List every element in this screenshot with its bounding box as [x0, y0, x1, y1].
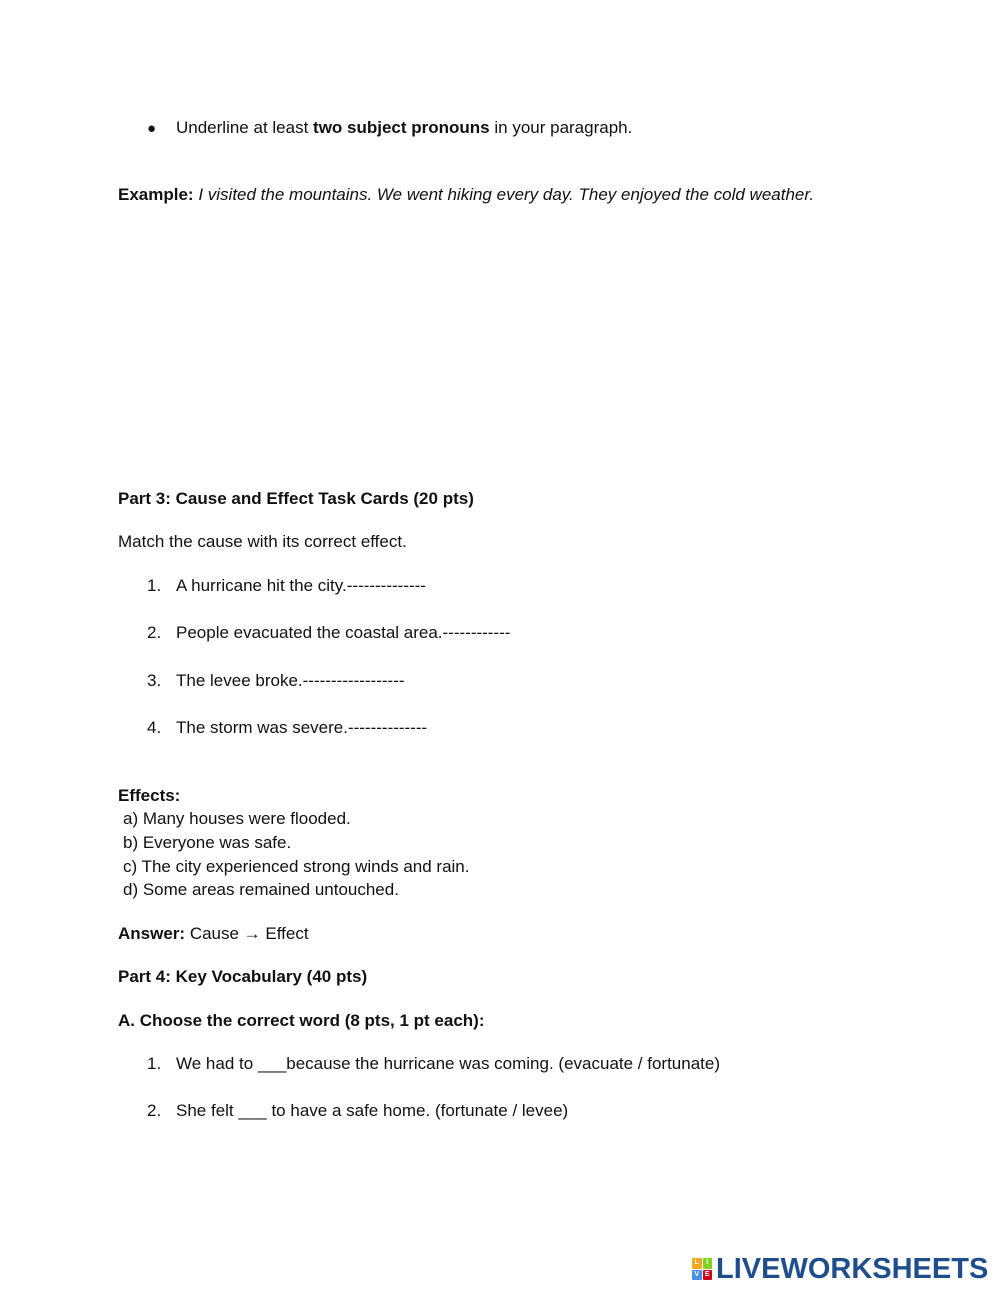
part3-title: Part 3: Cause and Effect Task Cards (20 pts) — [118, 489, 474, 508]
logo-grid-icon: L I V E — [692, 1258, 712, 1280]
cause-item-2: 2. People evacuated the coastal area.------------ — [147, 623, 511, 642]
bullet-instruction — [147, 118, 632, 139]
answer-line — [118, 924, 309, 944]
cause-item-3: 3. The levee broke.------------------ — [147, 671, 405, 690]
example-text: I visited the mountains. We went hiking every day. They enjoyed the cold weather. — [198, 185, 815, 204]
cause-item-4: 4. The storm was severe.-------------- — [147, 718, 428, 737]
effects-label: Effects: — [118, 786, 181, 805]
part4-subtitle: A. Choose the correct word (8 pts, 1 pt each): — [118, 1011, 485, 1030]
part3-instruction: Match the cause with its correct effect. — [118, 532, 407, 551]
example-label: Example: — [118, 185, 194, 204]
bullet-bold-text: two subject pronouns — [313, 118, 490, 137]
effect-item-b: b) Everyone was safe. — [123, 833, 292, 852]
liveworksheets-logo — [692, 1254, 988, 1284]
vocab-item-2: 2. She felt ___ to have a safe home. (fortunate / levee) — [147, 1101, 569, 1120]
bullet-marker: ● — [147, 120, 157, 137]
effect-item-c: c) The city experienced strong winds and rain. — [123, 857, 470, 876]
answer-text: Cause → Effect — [189, 924, 309, 943]
answer-label: Answer: — [118, 924, 186, 943]
part4-title: Part 4: Key Vocabulary (40 pts) — [118, 967, 368, 986]
bullet-post-text: in your paragraph. — [489, 118, 633, 137]
effect-item-a: a) Many houses were flooded. — [123, 809, 351, 828]
logo-text: LIVEWORKSHEETS — [716, 1252, 989, 1285]
bullet-pre-text: Underline at least — [176, 118, 314, 137]
cause-item-1: 1. A hurricane hit the city.-------------- — [147, 576, 426, 595]
effect-item-d: d) Some areas remained untouched. — [123, 880, 399, 899]
example-line — [118, 185, 814, 205]
vocab-item-1: 1. We had to ___because the hurricane was coming. (evacuate / fortunate) — [147, 1054, 721, 1073]
